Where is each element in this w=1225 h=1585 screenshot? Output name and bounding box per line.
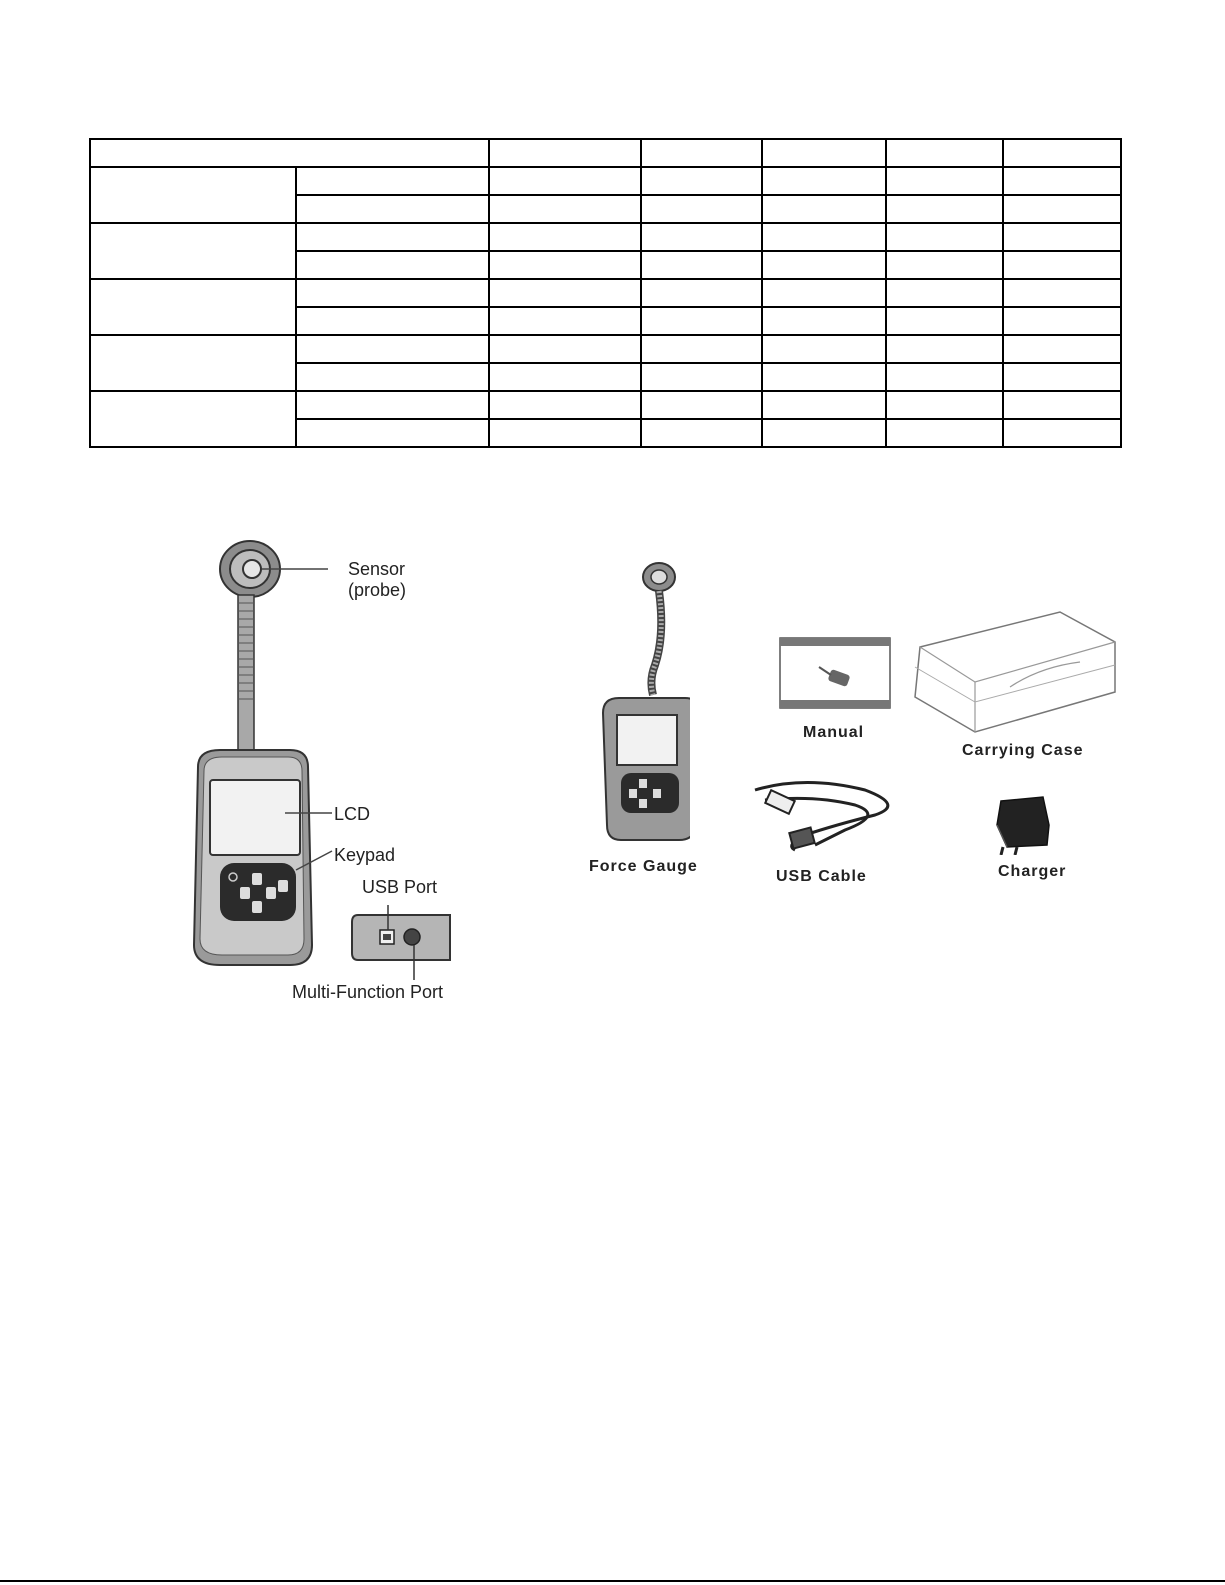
table-cell [1003, 363, 1121, 391]
package-contents-figure [575, 555, 1120, 900]
table-cell [641, 167, 762, 195]
table-cell [489, 251, 641, 279]
table-row [90, 335, 1121, 363]
table-cell [762, 279, 886, 307]
sensor-label-line2: (probe) [348, 580, 407, 600]
table-cell [886, 363, 1003, 391]
table-cell [489, 279, 641, 307]
force-gauge-diagram [180, 535, 480, 1015]
table-cell [1003, 139, 1121, 167]
table-cell [90, 279, 296, 335]
spec-table [89, 138, 1122, 448]
multi-function-port-label: Multi-Function Port [292, 982, 444, 1002]
table-cell [886, 139, 1003, 167]
charger-label: Charger [998, 863, 1067, 880]
table-cell [1003, 335, 1121, 363]
flex-shaft-icon [238, 595, 254, 755]
table-cell [886, 279, 1003, 307]
table-cell [489, 167, 641, 195]
table-cell [762, 391, 886, 419]
lcd-label: LCD [334, 804, 371, 824]
lcd-screen-icon [210, 780, 300, 855]
table-cell [886, 307, 1003, 335]
table-cell [762, 139, 886, 167]
table-cell [90, 391, 296, 447]
sensor-label [348, 559, 406, 601]
table-cell [1003, 391, 1121, 419]
keypad-label: Keypad [334, 845, 396, 865]
force-gauge-item-icon [595, 555, 690, 845]
table-cell [296, 251, 489, 279]
usb-cable-icon [745, 775, 905, 865]
table-cell [641, 419, 762, 447]
table-cell [641, 391, 762, 419]
table-cell [489, 363, 641, 391]
table-cell [641, 335, 762, 363]
table-cell [90, 335, 296, 391]
table-cell [641, 139, 762, 167]
table-cell [90, 167, 296, 223]
multi-function-port-icon [404, 929, 420, 945]
table-cell [296, 223, 489, 251]
table-cell [641, 223, 762, 251]
table-cell [886, 335, 1003, 363]
table-cell [1003, 419, 1121, 447]
table-cell [886, 195, 1003, 223]
table-cell [489, 195, 641, 223]
table-cell [762, 363, 886, 391]
table-cell [886, 419, 1003, 447]
table-cell [489, 335, 641, 363]
port-closeup-icon [352, 905, 450, 980]
bottom-rule [0, 1580, 1225, 1582]
table-cell [886, 251, 1003, 279]
table-cell [90, 139, 489, 167]
carrying-case-label: Carrying Case [962, 742, 1084, 759]
table-cell [296, 363, 489, 391]
table-cell [296, 391, 489, 419]
table-row [90, 391, 1121, 419]
table-cell [762, 195, 886, 223]
table-cell [762, 167, 886, 195]
force-gauge-label: Force Gauge [589, 858, 698, 875]
table-cell [641, 195, 762, 223]
table-cell [641, 307, 762, 335]
table-cell [296, 195, 489, 223]
table-cell [886, 391, 1003, 419]
table-cell [641, 251, 762, 279]
usb-port-label: USB Port [362, 877, 438, 897]
manual-icon [779, 637, 891, 709]
table-cell [762, 251, 886, 279]
table-cell [886, 223, 1003, 251]
manual-label: Manual [803, 724, 865, 741]
device-body-icon [194, 750, 312, 965]
table-cell [90, 223, 296, 279]
force-gauge-illustration [180, 535, 480, 1015]
table-cell [641, 363, 762, 391]
table-cell [489, 391, 641, 419]
sensor-label-line1: Sensor [348, 559, 406, 579]
table-cell [296, 335, 489, 363]
table-cell [1003, 307, 1121, 335]
table-cell [489, 307, 641, 335]
table-cell [762, 335, 886, 363]
table-cell [489, 139, 641, 167]
table-cell [886, 167, 1003, 195]
table-cell [762, 419, 886, 447]
table-cell [489, 223, 641, 251]
table-cell [762, 223, 886, 251]
table-cell [1003, 279, 1121, 307]
table-row [90, 139, 1121, 167]
table-cell [296, 167, 489, 195]
table-cell [296, 307, 489, 335]
table-cell [1003, 195, 1121, 223]
table-cell [296, 419, 489, 447]
table-row [90, 279, 1121, 307]
table-cell [1003, 223, 1121, 251]
table-row [90, 167, 1121, 195]
table-cell [1003, 167, 1121, 195]
table-cell [489, 419, 641, 447]
usb-cable-label: USB Cable [776, 868, 867, 885]
table-cell [762, 307, 886, 335]
table-cell [1003, 251, 1121, 279]
table-cell [296, 279, 489, 307]
carrying-case-icon [910, 607, 1120, 737]
table-row [90, 223, 1121, 251]
table-cell [641, 279, 762, 307]
charger-icon [987, 795, 1057, 855]
